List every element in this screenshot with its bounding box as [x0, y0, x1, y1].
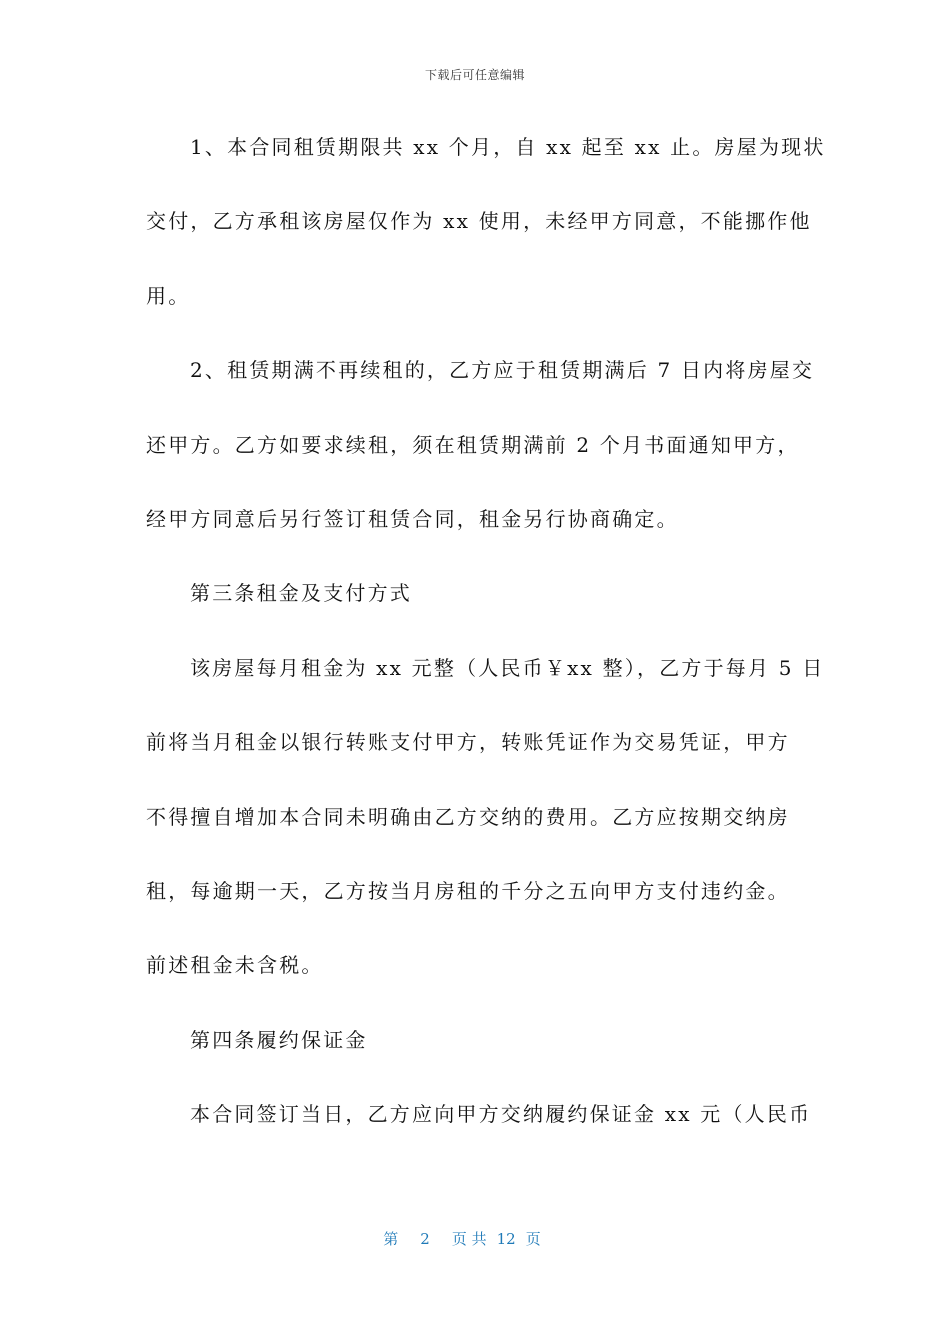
paragraph-line: 不得擅自增加本合同未明确由乙方交纳的费用。乙方应按期交纳房 [146, 804, 790, 829]
paragraph-line: 经甲方同意后另行签订租赁合同，租金另行协商确定。 [146, 506, 679, 531]
paragraph-line: 前述租金未含税。 [146, 953, 324, 978]
paragraph-line: 还甲方。乙方如要求续租，须在租赁期满前 2 个月书面通知甲方， [146, 432, 800, 457]
footer-total-pages: 12 [496, 1230, 516, 1248]
paragraph-line: 本合同签订当日，乙方应向甲方交纳履约保证金 xx 元（人民币 [190, 1102, 812, 1127]
footer-di: 第 [383, 1230, 399, 1248]
document-body [146, 124, 826, 1165]
footer-ye: 页 [525, 1230, 541, 1248]
paragraph-line: 交付，乙方承租该房屋仅作为 xx 使用，未经甲方同意，不能挪作他 [146, 209, 812, 234]
footer-page-number: 2 [420, 1230, 430, 1248]
section-heading: 第四条履约保证金 [190, 1027, 368, 1052]
footer-ye-gong: 页 共 [451, 1230, 487, 1248]
paragraph-line: 2、租赁期满不再续租的，乙方应于租赁期满后 7 日内将房屋交 [190, 358, 815, 383]
page-footer [0, 1228, 950, 1249]
paragraph-line: 该房屋每月租金为 xx 元整（人民币￥xx 整），乙方于每月 5 日 [190, 655, 825, 680]
paragraph-line: 租，每逾期一天，乙方按当月房租的千分之五向甲方支付违约金。 [146, 878, 790, 903]
paragraph-line: 前将当月租金以银行转账支付甲方，转账凭证作为交易凭证，甲方 [146, 730, 790, 755]
page-header: 下载后可任意编辑 [424, 68, 525, 82]
paragraph-line: 用。 [146, 283, 191, 308]
section-heading: 第三条租金及支付方式 [190, 581, 412, 606]
paragraph-line: 1、本合同租赁期限共 xx 个月，自 xx 起至 xx 止。房屋为现状 [190, 135, 826, 159]
